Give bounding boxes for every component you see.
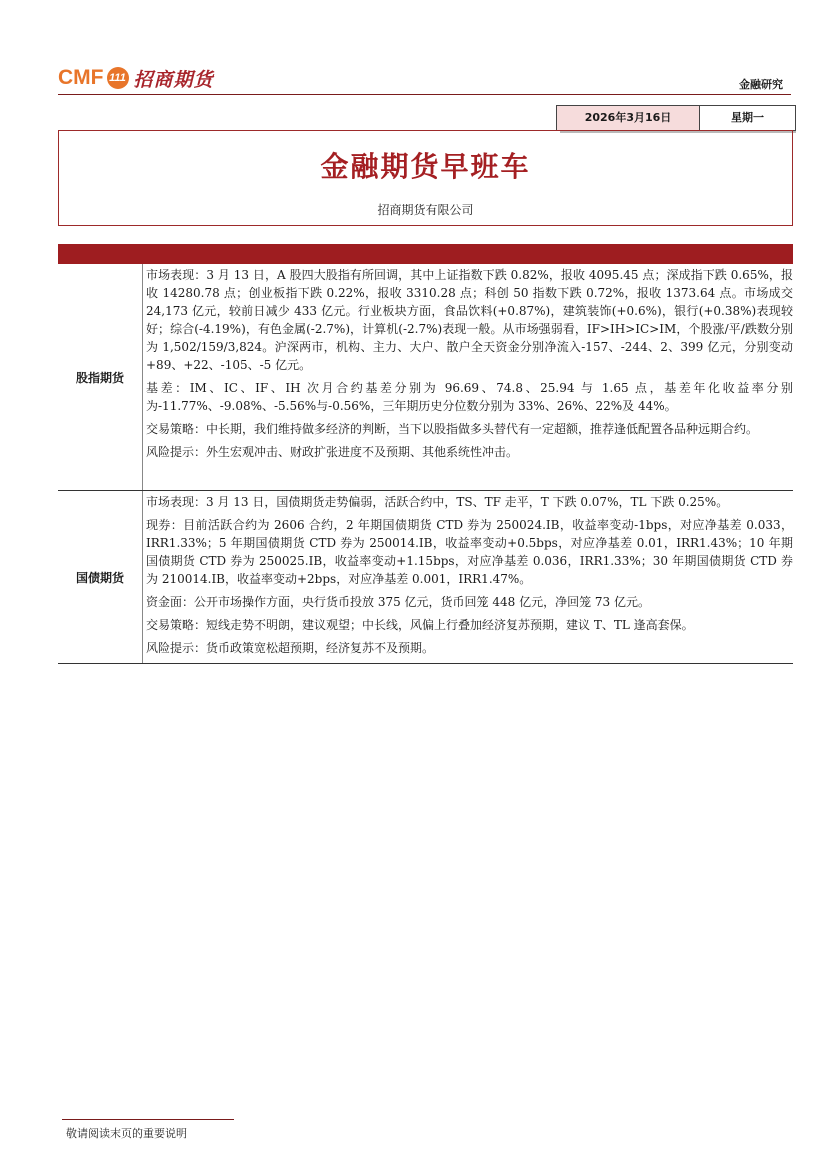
logo-text-cn: 招商期货 xyxy=(133,68,214,91)
company-name: 招商期货有限公司 xyxy=(377,203,474,217)
section-body xyxy=(146,266,793,466)
logo-text-en: CMF xyxy=(58,66,104,89)
footer-disclaimer: 敬请阅读末页的重要说明 xyxy=(66,1127,187,1140)
section-tag: 金融研究 xyxy=(739,78,783,91)
company-logo xyxy=(58,62,214,94)
section-body xyxy=(146,493,793,662)
paragraph-market: 市场表现：3 月 13 日，A 股四大股指有所回调，其中上证指数下跌 0.82%，报收 4095.45 点；深成指下跌 0.65%，报收 14280.78 点；创业板指下跌 0.22%，报收 3310.28 点；科创 50 指数下跌 0.72%，报收 1373.64 点。市场成交 24,173 亿元，较前日减少 433 亿元。行业板块方面，食品饮料(+0.87%)，建筑装饰(+0.6%)，银行(+0.38%)表现较好；综合(-4.19%)，有色金属(-2.7%)，计算机(-2.7%)表现一般。从市场强弱看，IF>IH>IC>IM，个股涨/平/跌数分别为 1,502/159/3,824。沪深两市，机构、主力、大户、散户全天资金分别净流入-157、-244、2、399 亿元，分别变动+89、+22、-105、-5 亿元。 xyxy=(146,268,793,372)
paragraph-market: 市场表现：3 月 13 日，国债期货走势偏弱，活跃合约中，TS、TF 走平，T 下跌 0.07%，TL 下跌 0.25%。 xyxy=(146,495,729,509)
section-row-treasury-futures xyxy=(58,491,793,664)
header-divider xyxy=(58,94,791,95)
section-banner xyxy=(58,244,793,264)
paragraph-basis: 基差：IM、IC、IF、IH 次月合约基差分别为 96.69、74.8、25.94 与 1.65 点，基差年化收益率分别为-11.77%、-9.08%、-5.56%与-0.56%，三年期历史分位数分别为 33%、26%、22%及 44%。 xyxy=(146,381,793,413)
date-bar xyxy=(556,105,796,131)
report-weekday: 星期一 xyxy=(731,111,764,124)
section-row-stock-index-futures xyxy=(58,264,793,491)
report-date: 2026年3月16日 xyxy=(557,106,700,130)
logo-badge-icon: 111 xyxy=(107,67,129,89)
report-title: 金融期货早班车 xyxy=(320,150,531,183)
paragraph-risk: 风险提示：外生宏观冲击、财政扩张进度不及预期、其他系统性冲击。 xyxy=(146,445,519,459)
paragraph-bonds: 现券：目前活跃合约为 2606 合约，2 年期国债期货 CTD 券为 250024.IB，收益率变动-1bps，对应净基差 0.033，IRR1.33%；5 年期国债期货 CTD 券为 250014.IB，收益率变动+0.5bps，对应净基差 0.01，IRR1.43%；10 年期国债期货 CTD 券为 250025.IB，收益率变动+1.15bps，对应净基差 0.036，IRR1.33%；30 年期国债期货 CTD 券为 210014.IB，收益率变动+2bps，对应净基差 0.001，IRR1.47%。 xyxy=(146,518,793,586)
paragraph-risk: 风险提示：货币政策宽松超预期，经济复苏不及预期。 xyxy=(146,641,435,655)
row-divider xyxy=(142,264,143,490)
paragraph-strategy: 交易策略：短线走势不明朗，建议观望；中长线，风偏上行叠加经济复苏预期，建议 T、TL 逢高套保。 xyxy=(146,618,694,632)
section-label: 股指期货 xyxy=(75,370,124,385)
row-divider xyxy=(142,491,143,663)
section-label: 国债期货 xyxy=(75,570,124,585)
paragraph-strategy: 交易策略：中长期，我们维持做多经济的判断，当下以股指做多头替代有一定超额，推荐逢低配置各品种远期合约。 xyxy=(146,422,759,436)
paragraph-liquidity: 资金面：公开市场操作方面，央行货币投放 375 亿元，货币回笼 448 亿元，净回笼 73 亿元。 xyxy=(146,595,650,609)
page-header xyxy=(58,62,791,96)
footer-divider xyxy=(62,1119,234,1120)
title-box xyxy=(58,130,793,226)
